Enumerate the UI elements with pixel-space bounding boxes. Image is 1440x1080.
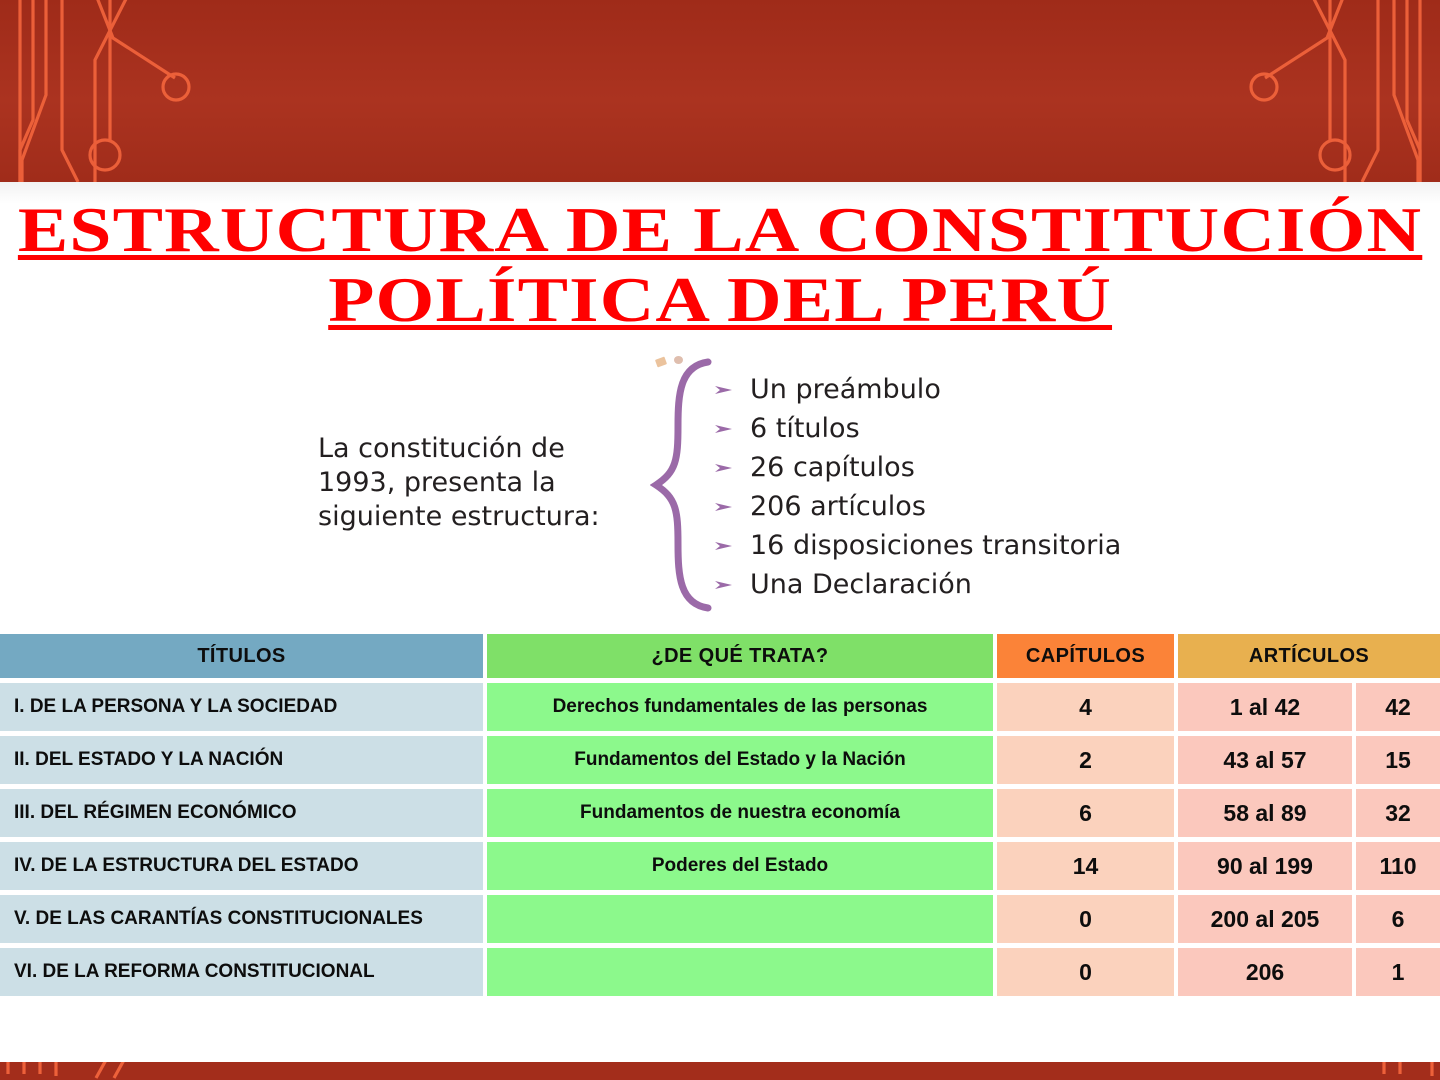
cell-articulos-total: 15 (1356, 736, 1440, 784)
page-title (0, 196, 1440, 334)
list-item (700, 487, 1160, 526)
cell-articulos-total: 6 (1356, 895, 1440, 943)
cell-capitulos: 14 (997, 842, 1174, 890)
arrow-bullet-icon (714, 383, 736, 397)
cell-titulo: II. DEL ESTADO Y LA NACIÓN (0, 736, 483, 784)
cell-trata (487, 948, 993, 996)
arrow-bullet-icon (714, 461, 736, 475)
brace-spark-right-icon (674, 356, 683, 364)
structure-diagram (300, 352, 1160, 620)
list-item-label: 26 capítulos (750, 452, 915, 483)
cell-articulos-total: 32 (1356, 789, 1440, 837)
structure-table (0, 634, 1440, 996)
list-item (700, 409, 1160, 448)
cell-capitulos: 0 (997, 895, 1174, 943)
cell-articulos-total: 42 (1356, 683, 1440, 731)
bottom-decorative-banner (0, 1062, 1440, 1080)
arrow-bullet-icon (714, 539, 736, 553)
list-item (700, 448, 1160, 487)
list-item (700, 526, 1160, 565)
cell-titulo: VI. DE LA REFORMA CONSTITUCIONAL (0, 948, 483, 996)
table-row (0, 789, 1440, 837)
cell-trata: Fundamentos de nuestra economía (487, 789, 993, 837)
cell-trata: Poderes del Estado (487, 842, 993, 890)
top-decorative-banner (0, 0, 1440, 182)
bottom-white-area (0, 1000, 1440, 1062)
list-item (700, 370, 1160, 409)
column-header-capitulos: CAPÍTULOS (997, 634, 1174, 678)
diagram-intro-text: La constitución de 1993, presenta la siguiente estructura: (318, 433, 600, 532)
table-header-row (0, 634, 1440, 678)
table-row (0, 842, 1440, 890)
cell-articulos-rango: 1 al 42 (1178, 683, 1352, 731)
list-item-label: 16 disposiciones transitoria (750, 530, 1122, 561)
list-item-label: Una Declaración (750, 569, 972, 600)
cell-articulos-rango: 43 al 57 (1178, 736, 1352, 784)
column-header-trata: ¿DE QUÉ TRATA? (487, 634, 993, 678)
title-line-1: ESTRUCTURA DE LA CONSTITUCIÓN (17, 194, 1423, 265)
cell-titulo: III. DEL RÉGIMEN ECONÓMICO (0, 789, 483, 837)
table-row (0, 948, 1440, 996)
circuit-trace-decoration-bottom (0, 1062, 1440, 1080)
circuit-trace-decoration-top (0, 0, 1440, 182)
list-item (700, 565, 1160, 604)
cell-articulos-rango: 90 al 199 (1178, 842, 1352, 890)
cell-titulo: I. DE LA PERSONA Y LA SOCIEDAD (0, 683, 483, 731)
list-item-label: Un preámbulo (750, 374, 941, 405)
table-row (0, 895, 1440, 943)
table-row (0, 683, 1440, 731)
structure-bullet-list (700, 370, 1160, 604)
cell-trata: Fundamentos del Estado y la Nación (487, 736, 993, 784)
column-header-titulos: TÍTULOS (0, 634, 483, 678)
arrow-bullet-icon (714, 578, 736, 592)
table-row (0, 736, 1440, 784)
cell-articulos-rango: 200 al 205 (1178, 895, 1352, 943)
cell-titulo: V. DE LAS CARANTÍAS CONSTITUCIONALES (0, 895, 483, 943)
cell-titulo: IV. DE LA ESTRUCTURA DEL ESTADO (0, 842, 483, 890)
cell-capitulos: 6 (997, 789, 1174, 837)
cell-capitulos: 0 (997, 948, 1174, 996)
cell-capitulos: 2 (997, 736, 1174, 784)
cell-articulos-total: 1 (1356, 948, 1440, 996)
arrow-bullet-icon (714, 422, 736, 436)
list-item-label: 206 artículos (750, 491, 926, 522)
cell-articulos-rango: 206 (1178, 948, 1352, 996)
cell-trata (487, 895, 993, 943)
cell-trata: Derechos fundamentales de las personas (487, 683, 993, 731)
title-line-2: POLÍTICA DEL PERÚ (328, 264, 1112, 335)
arrow-bullet-icon (714, 500, 736, 514)
list-item-label: 6 títulos (750, 413, 860, 444)
cell-capitulos: 4 (997, 683, 1174, 731)
cell-articulos-rango: 58 al 89 (1178, 789, 1352, 837)
cell-articulos-total: 110 (1356, 842, 1440, 890)
column-header-articulos: ARTÍCULOS (1178, 634, 1440, 678)
